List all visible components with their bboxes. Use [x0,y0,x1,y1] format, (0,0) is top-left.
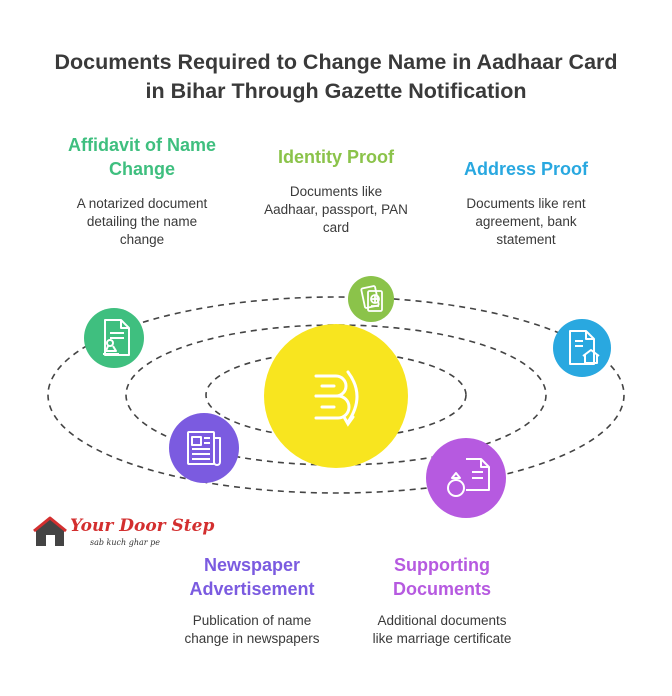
title-line-1: Documents Required to Change Name in Aadhaar Card [54,50,618,74]
supporting-node [426,438,506,518]
house-logo-icon [32,514,68,550]
newspaper-title-line-2: Advertisement [189,579,315,599]
identity-title: Identity Proof [278,147,394,167]
identity-desc-line-1: Documents like [289,184,383,199]
center-node [264,324,408,468]
logo-name: Your Door Step [70,516,215,536]
address-circle [553,319,611,377]
address-desc-line-3: statement [496,232,556,247]
supporting-desc-line-2: like marriage certificate [372,631,512,646]
affidavit-node [84,308,144,368]
supporting-desc-line-1: Additional documents [377,613,507,628]
affidavit-title-line-1: Affidavit of Name [67,135,217,155]
affidavit-title-line-2: Change [108,159,175,179]
address-title: Address Proof [463,159,589,179]
newspaper-desc-line-2: change in newspapers [184,631,320,646]
newspaper-node [169,413,239,483]
your-door-step-logo [32,512,215,554]
address-node [553,319,611,377]
affidavit-desc-line-2: detailing the name [86,214,198,229]
newspaper-desc-line-1: Publication of name [192,613,312,628]
supporting-circle [426,438,506,518]
identity-desc-line-2: Aadhaar, passport, PAN [264,202,408,217]
newspaper-title-line-1: Newspaper [203,555,301,575]
affidavit-desc-line-3: change [119,232,165,247]
title-line-2: in Bihar Through Gazette Notification [145,79,527,103]
logo-tagline: sab kuch ghar pe [90,538,160,547]
address-desc-line-1: Documents like rent [466,196,586,211]
affidavit-desc-line-1: A notarized document [76,196,208,211]
address-desc-line-2: agreement, bank [475,214,577,229]
supporting-title-line-1: Supporting [394,555,490,575]
identity-node [348,276,394,322]
identity-desc-line-3: card [322,220,350,235]
supporting-title-line-2: Documents [392,579,491,599]
